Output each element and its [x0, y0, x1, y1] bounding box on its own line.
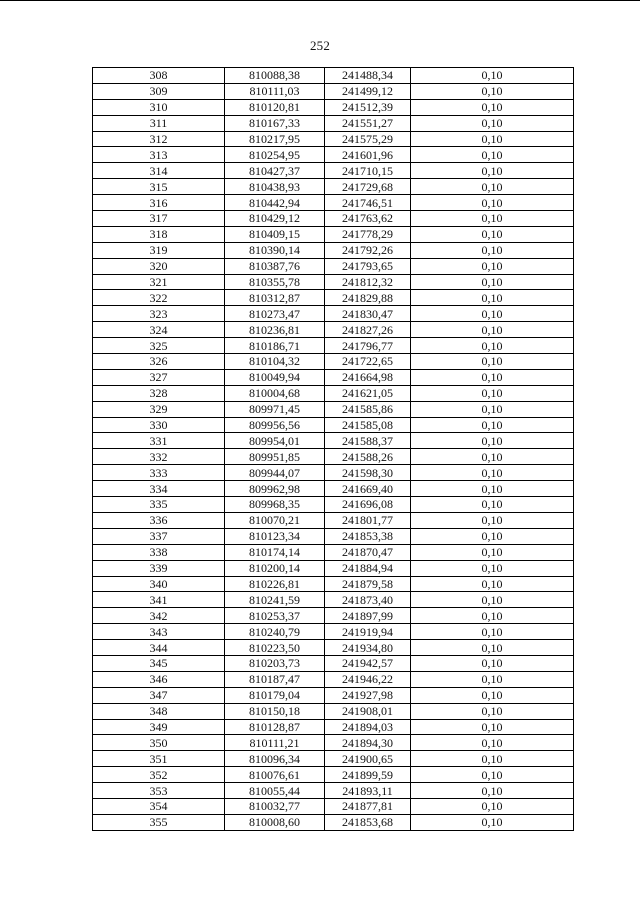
y-coordinate-cell: 241946,22: [325, 671, 411, 687]
accuracy-cell: 0,10: [411, 497, 574, 513]
table-row: [93, 433, 574, 449]
x-coordinate-cell: 810236,81: [225, 322, 325, 338]
x-coordinate-cell: 810049,94: [225, 369, 325, 385]
point-number-cell: 337: [93, 528, 225, 544]
table-row: [93, 798, 574, 814]
y-coordinate-cell: 241778,29: [325, 226, 411, 242]
table-row: [93, 783, 574, 799]
accuracy-cell: 0,10: [411, 258, 574, 274]
table-row: [93, 735, 574, 751]
table-row: [93, 195, 574, 211]
x-coordinate-cell: 810217,95: [225, 131, 325, 147]
table-row: [93, 624, 574, 640]
point-number-cell: 351: [93, 751, 225, 767]
accuracy-cell: 0,10: [411, 290, 574, 306]
table-row: [93, 385, 574, 401]
point-number-cell: 316: [93, 195, 225, 211]
y-coordinate-cell: 241894,03: [325, 719, 411, 735]
x-coordinate-cell: 810312,87: [225, 290, 325, 306]
point-number-cell: 335: [93, 497, 225, 513]
x-coordinate-cell: 810187,47: [225, 671, 325, 687]
y-coordinate-cell: 241763,62: [325, 211, 411, 227]
point-number-cell: 346: [93, 671, 225, 687]
point-number-cell: 342: [93, 608, 225, 624]
accuracy-cell: 0,10: [411, 99, 574, 115]
point-number-cell: 343: [93, 624, 225, 640]
x-coordinate-cell: 809954,01: [225, 433, 325, 449]
table-row: [93, 115, 574, 131]
accuracy-cell: 0,10: [411, 512, 574, 528]
point-number-cell: 336: [93, 512, 225, 528]
y-coordinate-cell: 241830,47: [325, 306, 411, 322]
y-coordinate-cell: 241827,26: [325, 322, 411, 338]
table-row: [93, 640, 574, 656]
table-row: [93, 242, 574, 258]
point-number-cell: 349: [93, 719, 225, 735]
y-coordinate-cell: 241879,58: [325, 576, 411, 592]
table-row: [93, 528, 574, 544]
table-row: [93, 767, 574, 783]
table-row: [93, 449, 574, 465]
x-coordinate-cell: 809944,07: [225, 465, 325, 481]
y-coordinate-cell: 241488,34: [325, 68, 411, 84]
point-number-cell: 318: [93, 226, 225, 242]
table-row: [93, 369, 574, 385]
y-coordinate-cell: 241853,38: [325, 528, 411, 544]
table-row: [93, 608, 574, 624]
x-coordinate-cell: 810186,71: [225, 338, 325, 354]
accuracy-cell: 0,10: [411, 179, 574, 195]
point-number-cell: 334: [93, 481, 225, 497]
x-coordinate-cell: 810070,21: [225, 512, 325, 528]
point-number-cell: 308: [93, 68, 225, 84]
table-row: [93, 83, 574, 99]
accuracy-cell: 0,10: [411, 798, 574, 814]
coordinates-table: [92, 67, 574, 831]
table-row: [93, 814, 574, 830]
x-coordinate-cell: 810096,34: [225, 751, 325, 767]
accuracy-cell: 0,10: [411, 751, 574, 767]
x-coordinate-cell: 810055,44: [225, 783, 325, 799]
accuracy-cell: 0,10: [411, 211, 574, 227]
point-number-cell: 332: [93, 449, 225, 465]
point-number-cell: 352: [93, 767, 225, 783]
x-coordinate-cell: 810008,60: [225, 814, 325, 830]
table-row: [93, 226, 574, 242]
table-row: [93, 131, 574, 147]
table-row: [93, 671, 574, 687]
table-row: [93, 560, 574, 576]
accuracy-cell: 0,10: [411, 147, 574, 163]
y-coordinate-cell: 241669,40: [325, 481, 411, 497]
x-coordinate-cell: 810128,87: [225, 719, 325, 735]
table-row: [93, 465, 574, 481]
x-coordinate-cell: 810442,94: [225, 195, 325, 211]
table-row: [93, 703, 574, 719]
table-row: [93, 751, 574, 767]
accuracy-cell: 0,10: [411, 385, 574, 401]
x-coordinate-cell: 810387,76: [225, 258, 325, 274]
accuracy-cell: 0,10: [411, 735, 574, 751]
x-coordinate-cell: 810438,93: [225, 179, 325, 195]
y-coordinate-cell: 241696,08: [325, 497, 411, 513]
table-row: [93, 274, 574, 290]
point-number-cell: 321: [93, 274, 225, 290]
table-row: [93, 322, 574, 338]
x-coordinate-cell: 810111,03: [225, 83, 325, 99]
accuracy-cell: 0,10: [411, 528, 574, 544]
x-coordinate-cell: 810120,81: [225, 99, 325, 115]
x-coordinate-cell: 810167,33: [225, 115, 325, 131]
y-coordinate-cell: 241812,32: [325, 274, 411, 290]
table-row: [93, 687, 574, 703]
accuracy-cell: 0,10: [411, 449, 574, 465]
point-number-cell: 326: [93, 354, 225, 370]
y-coordinate-cell: 241793,65: [325, 258, 411, 274]
accuracy-cell: 0,10: [411, 481, 574, 497]
accuracy-cell: 0,10: [411, 640, 574, 656]
x-coordinate-cell: 810123,34: [225, 528, 325, 544]
point-number-cell: 344: [93, 640, 225, 656]
point-number-cell: 345: [93, 655, 225, 671]
accuracy-cell: 0,10: [411, 576, 574, 592]
x-coordinate-cell: 810253,37: [225, 608, 325, 624]
x-coordinate-cell: 809962,98: [225, 481, 325, 497]
point-number-cell: 328: [93, 385, 225, 401]
coordinates-table-body: [93, 68, 574, 831]
y-coordinate-cell: 241870,47: [325, 544, 411, 560]
accuracy-cell: 0,10: [411, 624, 574, 640]
y-coordinate-cell: 241512,39: [325, 99, 411, 115]
x-coordinate-cell: 809971,45: [225, 401, 325, 417]
y-coordinate-cell: 241710,15: [325, 163, 411, 179]
point-number-cell: 333: [93, 465, 225, 481]
table-row: [93, 354, 574, 370]
y-coordinate-cell: 241588,37: [325, 433, 411, 449]
y-coordinate-cell: 241621,05: [325, 385, 411, 401]
x-coordinate-cell: 810429,12: [225, 211, 325, 227]
x-coordinate-cell: 810032,77: [225, 798, 325, 814]
accuracy-cell: 0,10: [411, 401, 574, 417]
accuracy-cell: 0,10: [411, 68, 574, 84]
x-coordinate-cell: 810273,47: [225, 306, 325, 322]
accuracy-cell: 0,10: [411, 719, 574, 735]
y-coordinate-cell: 241884,94: [325, 560, 411, 576]
point-number-cell: 354: [93, 798, 225, 814]
point-number-cell: 350: [93, 735, 225, 751]
accuracy-cell: 0,10: [411, 703, 574, 719]
y-coordinate-cell: 241664,98: [325, 369, 411, 385]
y-coordinate-cell: 241796,77: [325, 338, 411, 354]
accuracy-cell: 0,10: [411, 433, 574, 449]
y-coordinate-cell: 241853,68: [325, 814, 411, 830]
point-number-cell: 341: [93, 592, 225, 608]
x-coordinate-cell: 810076,61: [225, 767, 325, 783]
accuracy-cell: 0,10: [411, 417, 574, 433]
table-row: [93, 147, 574, 163]
y-coordinate-cell: 241899,59: [325, 767, 411, 783]
point-number-cell: 329: [93, 401, 225, 417]
accuracy-cell: 0,10: [411, 687, 574, 703]
table-row: [93, 258, 574, 274]
table-row: [93, 401, 574, 417]
x-coordinate-cell: 810150,18: [225, 703, 325, 719]
point-number-cell: 323: [93, 306, 225, 322]
point-number-cell: 330: [93, 417, 225, 433]
point-number-cell: 355: [93, 814, 225, 830]
x-coordinate-cell: 809968,35: [225, 497, 325, 513]
accuracy-cell: 0,10: [411, 592, 574, 608]
y-coordinate-cell: 241601,96: [325, 147, 411, 163]
x-coordinate-cell: 810200,14: [225, 560, 325, 576]
x-coordinate-cell: 810241,59: [225, 592, 325, 608]
point-number-cell: 325: [93, 338, 225, 354]
x-coordinate-cell: 810111,21: [225, 735, 325, 751]
point-number-cell: 322: [93, 290, 225, 306]
table-row: [93, 497, 574, 513]
accuracy-cell: 0,10: [411, 608, 574, 624]
x-coordinate-cell: 810088,38: [225, 68, 325, 84]
accuracy-cell: 0,10: [411, 131, 574, 147]
point-number-cell: 315: [93, 179, 225, 195]
x-coordinate-cell: 810174,14: [225, 544, 325, 560]
point-number-cell: 314: [93, 163, 225, 179]
x-coordinate-cell: 810004,68: [225, 385, 325, 401]
y-coordinate-cell: 241894,30: [325, 735, 411, 751]
y-coordinate-cell: 241598,30: [325, 465, 411, 481]
point-number-cell: 353: [93, 783, 225, 799]
y-coordinate-cell: 241585,08: [325, 417, 411, 433]
y-coordinate-cell: 241877,81: [325, 798, 411, 814]
accuracy-cell: 0,10: [411, 354, 574, 370]
x-coordinate-cell: 810427,37: [225, 163, 325, 179]
point-number-cell: 309: [93, 83, 225, 99]
table-row: [93, 481, 574, 497]
point-number-cell: 339: [93, 560, 225, 576]
y-coordinate-cell: 241585,86: [325, 401, 411, 417]
y-coordinate-cell: 241927,98: [325, 687, 411, 703]
point-number-cell: 347: [93, 687, 225, 703]
table-row: [93, 290, 574, 306]
accuracy-cell: 0,10: [411, 242, 574, 258]
point-number-cell: 313: [93, 147, 225, 163]
table-row: [93, 544, 574, 560]
page-top-rule: [0, 0, 640, 1]
y-coordinate-cell: 241908,01: [325, 703, 411, 719]
point-number-cell: 327: [93, 369, 225, 385]
table-row: [93, 592, 574, 608]
page-number: 252: [309, 38, 331, 53]
y-coordinate-cell: 241722,65: [325, 354, 411, 370]
y-coordinate-cell: 241801,77: [325, 512, 411, 528]
table-row: [93, 338, 574, 354]
accuracy-cell: 0,10: [411, 465, 574, 481]
x-coordinate-cell: 810179,04: [225, 687, 325, 703]
point-number-cell: 324: [93, 322, 225, 338]
table-row: [93, 68, 574, 84]
x-coordinate-cell: 810355,78: [225, 274, 325, 290]
accuracy-cell: 0,10: [411, 83, 574, 99]
y-coordinate-cell: 241499,12: [325, 83, 411, 99]
x-coordinate-cell: 809951,85: [225, 449, 325, 465]
point-number-cell: 317: [93, 211, 225, 227]
accuracy-cell: 0,10: [411, 338, 574, 354]
y-coordinate-cell: 241575,29: [325, 131, 411, 147]
table-row: [93, 99, 574, 115]
y-coordinate-cell: 241746,51: [325, 195, 411, 211]
y-coordinate-cell: 241729,68: [325, 179, 411, 195]
point-number-cell: 319: [93, 242, 225, 258]
table-row: [93, 655, 574, 671]
x-coordinate-cell: 810203,73: [225, 655, 325, 671]
accuracy-cell: 0,10: [411, 274, 574, 290]
y-coordinate-cell: 241893,11: [325, 783, 411, 799]
y-coordinate-cell: 241829,88: [325, 290, 411, 306]
accuracy-cell: 0,10: [411, 671, 574, 687]
table-row: [93, 417, 574, 433]
table-row: [93, 163, 574, 179]
y-coordinate-cell: 241942,57: [325, 655, 411, 671]
accuracy-cell: 0,10: [411, 544, 574, 560]
point-number-cell: 310: [93, 99, 225, 115]
point-number-cell: 320: [93, 258, 225, 274]
table-row: [93, 576, 574, 592]
y-coordinate-cell: 241934,80: [325, 640, 411, 656]
point-number-cell: 340: [93, 576, 225, 592]
accuracy-cell: 0,10: [411, 115, 574, 131]
y-coordinate-cell: 241551,27: [325, 115, 411, 131]
point-number-cell: 338: [93, 544, 225, 560]
table-row: [93, 719, 574, 735]
accuracy-cell: 0,10: [411, 322, 574, 338]
accuracy-cell: 0,10: [411, 226, 574, 242]
y-coordinate-cell: 241792,26: [325, 242, 411, 258]
x-coordinate-cell: 810240,79: [225, 624, 325, 640]
y-coordinate-cell: 241588,26: [325, 449, 411, 465]
point-number-cell: 348: [93, 703, 225, 719]
x-coordinate-cell: 810254,95: [225, 147, 325, 163]
accuracy-cell: 0,10: [411, 560, 574, 576]
x-coordinate-cell: 810223,50: [225, 640, 325, 656]
point-number-cell: 331: [93, 433, 225, 449]
accuracy-cell: 0,10: [411, 306, 574, 322]
accuracy-cell: 0,10: [411, 655, 574, 671]
table-row: [93, 512, 574, 528]
x-coordinate-cell: 810226,81: [225, 576, 325, 592]
accuracy-cell: 0,10: [411, 814, 574, 830]
y-coordinate-cell: 241873,40: [325, 592, 411, 608]
accuracy-cell: 0,10: [411, 195, 574, 211]
table-row: [93, 211, 574, 227]
point-number-cell: 312: [93, 131, 225, 147]
y-coordinate-cell: 241900,65: [325, 751, 411, 767]
accuracy-cell: 0,10: [411, 767, 574, 783]
point-number-cell: 311: [93, 115, 225, 131]
x-coordinate-cell: 810409,15: [225, 226, 325, 242]
accuracy-cell: 0,10: [411, 783, 574, 799]
y-coordinate-cell: 241897,99: [325, 608, 411, 624]
table-row: [93, 179, 574, 195]
x-coordinate-cell: 810104,32: [225, 354, 325, 370]
x-coordinate-cell: 810390,14: [225, 242, 325, 258]
y-coordinate-cell: 241919,94: [325, 624, 411, 640]
accuracy-cell: 0,10: [411, 369, 574, 385]
table-row: [93, 306, 574, 322]
accuracy-cell: 0,10: [411, 163, 574, 179]
x-coordinate-cell: 809956,56: [225, 417, 325, 433]
